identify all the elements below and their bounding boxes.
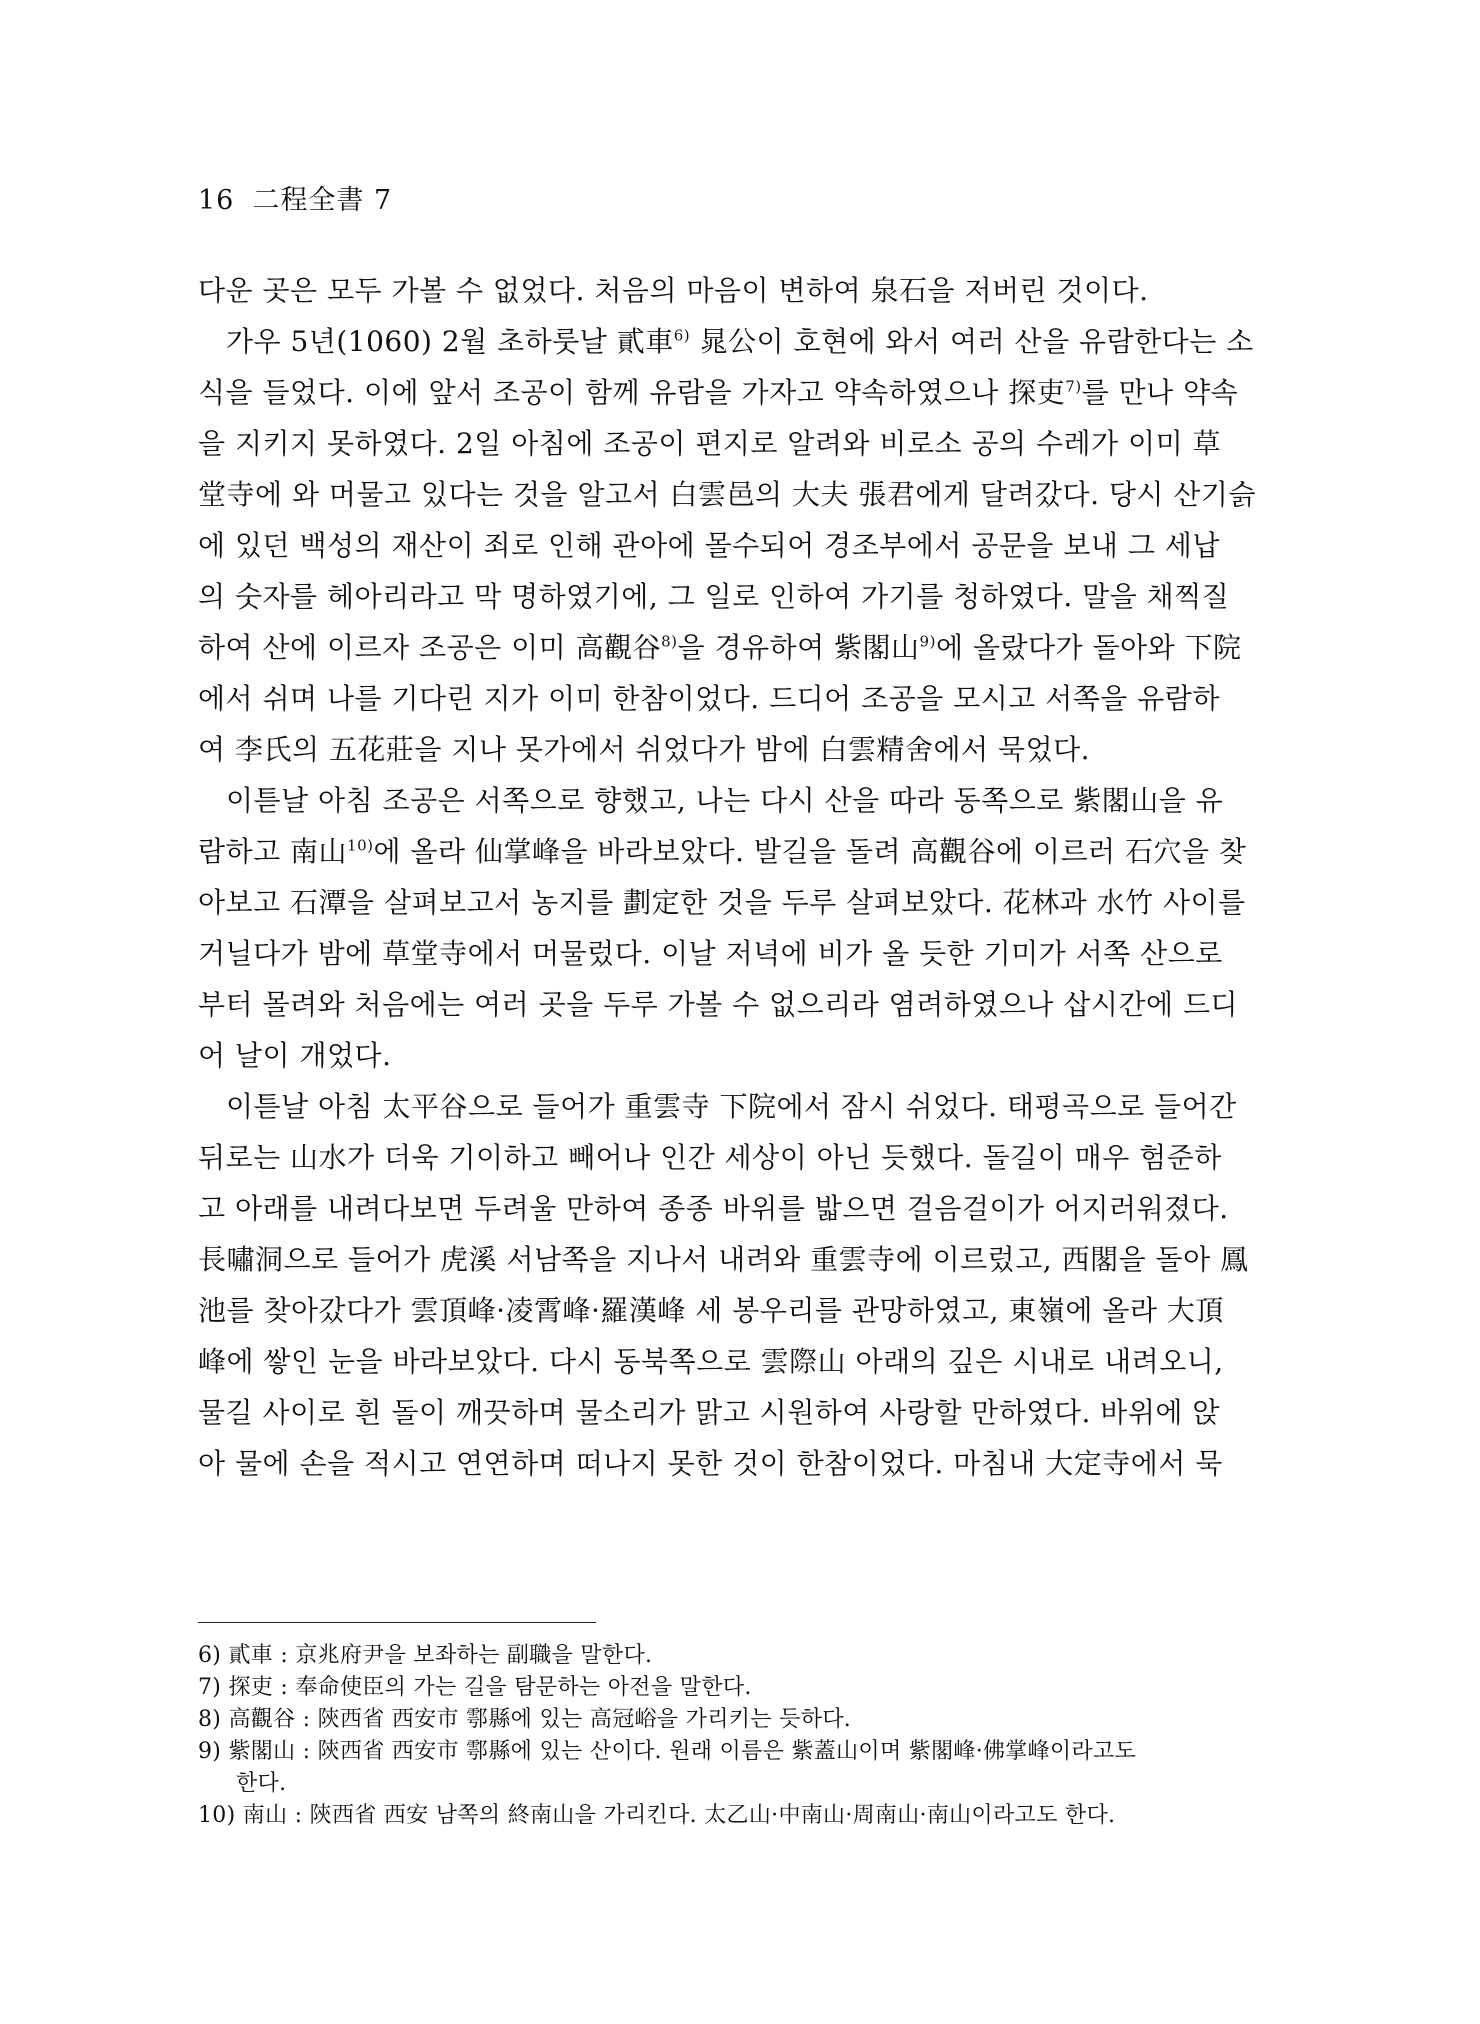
footnote: 한다. bbox=[236, 1771, 287, 1796]
footnotes bbox=[198, 1640, 1298, 1832]
footnote: 7) 探吏 : 奉命使臣의 가는 길을 탐문하는 아전을 말한다. bbox=[198, 1675, 752, 1700]
footnote: 10) 南山 : 陝西省 西安 남쪽의 終南山을 가리킨다. 太乙山·中南山·周南山·南山이라고도 한다. bbox=[198, 1803, 1116, 1828]
footnote: 6) 貳車 : 京兆府尹을 보좌하는 副職을 말한다. bbox=[198, 1643, 653, 1668]
body-text-segment: 하여 산에 이르자 조공은 이미 高觀谷 bbox=[198, 631, 662, 664]
footnote-divider bbox=[198, 1622, 596, 1623]
body-line: 堂寺에 와 머물고 있다는 것을 알고서 白雲邑의 大夫 張君에게 달려갔다. 당시 산기슭 bbox=[198, 478, 1257, 511]
body-line bbox=[198, 622, 1288, 673]
body-text-segment: 에 올라 仙掌峰을 바라보았다. 발길을 돌려 高觀谷에 이르러 石穴을 찾 bbox=[373, 835, 1247, 868]
body-text bbox=[198, 265, 1288, 1489]
body-line: 의 숫자를 헤아리라고 막 명하였기에, 그 일로 인하여 가기를 청하였다. 말을 채찍질 bbox=[198, 580, 1230, 613]
body-line bbox=[198, 316, 1288, 367]
footnote-ref: 9) bbox=[919, 632, 936, 651]
body-line bbox=[198, 826, 1288, 877]
body-line: 長嘯洞으로 들어가 虎溪 서남쪽을 지나서 내려와 重雲寺에 이르렀고, 西閣을 돌아 鳳 bbox=[198, 1243, 1249, 1276]
page-number: 16 bbox=[198, 185, 235, 216]
body-text-segment: 을 경유하여 紫閣山 bbox=[677, 631, 920, 664]
body-line: 다운 곳은 모두 가볼 수 없었다. 처음의 마음이 변하여 泉石을 저버린 것이다. bbox=[198, 274, 1149, 307]
body-text-segment: 에 올랐다가 돌아와 下院 bbox=[935, 631, 1242, 664]
body-line: 물길 사이로 흰 돌이 깨끗하며 물소리가 맑고 시원하여 사랑할 만하였다. 바위에 앉 bbox=[198, 1396, 1220, 1429]
body-line: 뒤로는 山水가 더욱 기이하고 빼어나 인간 세상이 아닌 듯했다. 돌길이 매우 험준하 bbox=[198, 1141, 1222, 1174]
body-line bbox=[198, 367, 1288, 418]
body-line: 에서 쉬며 나를 기다린 지가 이미 한참이었다. 드디어 조공을 모시고 서쪽을 유람하 bbox=[198, 682, 1220, 715]
footnote-ref: 7) bbox=[1065, 377, 1082, 396]
body-line: 어 날이 개었다. bbox=[198, 1039, 392, 1072]
footnote-ref: 10) bbox=[347, 836, 374, 855]
footnote-ref: 6) bbox=[673, 326, 691, 345]
body-line: 에 있던 백성의 재산이 죄로 인해 관아에 몰수되어 경조부에서 공문을 보내 그 세납 bbox=[198, 529, 1220, 562]
body-text-segment: 식을 들었다. 이에 앞서 조공이 함께 유람을 가자고 약속하였으나 探吏 bbox=[198, 376, 1066, 409]
running-head bbox=[198, 178, 392, 217]
body-line: 峰에 쌓인 눈을 바라보았다. 다시 동북쪽으로 雲際山 아래의 깊은 시내로 내려오니, bbox=[198, 1345, 1224, 1378]
body-line: 고 아래를 내려다보면 두려울 만하여 종종 바위를 밟으면 걸음걸이가 어지러워졌다. bbox=[198, 1192, 1229, 1225]
book-title: 二程全書 7 bbox=[252, 185, 393, 216]
footnote: 9) 紫閣山 : 陝西省 西安市 鄠縣에 있는 산이다. 원래 이름은 紫蓋山이며 紫閣峰·佛掌峰이라고도 bbox=[198, 1739, 1137, 1764]
body-line: 아보고 石潭을 살펴보고서 농지를 劃定한 것을 두루 살펴보았다. 花林과 水竹 사이를 bbox=[198, 886, 1246, 919]
body-text-segment: 람하고 南山 bbox=[198, 835, 348, 868]
body-text-segment: 를 만나 약속 bbox=[1081, 376, 1239, 409]
body-line: 여 李氏의 五花莊을 지나 못가에서 쉬었다가 밤에 白雲精舍에서 묵었다. bbox=[198, 733, 1091, 766]
body-text-segment: 晁公이 호현에 와서 여러 산을 유람한다는 소 bbox=[690, 325, 1254, 358]
body-text-segment: 가우 5년(1060) 2월 초하룻날 貳車 bbox=[226, 325, 674, 358]
body-line: 池를 찾아갔다가 雲頂峰·凌霄峰·羅漢峰 세 봉우리를 관망하였고, 東嶺에 올라 大頂 bbox=[198, 1294, 1224, 1327]
body-line: 을 지키지 못하였다. 2일 아침에 조공이 편지로 알려와 비로소 공의 수레가 이미 草 bbox=[198, 427, 1222, 460]
body-line: 부터 몰려와 처음에는 여러 곳을 두루 가볼 수 없으리라 염려하였으나 삽시간에 드디 bbox=[198, 988, 1239, 1021]
footnote: 8) 高觀谷 : 陝西省 西安市 鄠縣에 있는 高冠峪을 가리키는 듯하다. bbox=[198, 1707, 852, 1732]
body-line: 이튿날 아침 太平谷으로 들어가 重雲寺 下院에서 잠시 쉬었다. 태평곡으로 들어간 bbox=[226, 1090, 1237, 1123]
body-line: 아 물에 손을 적시고 연연하며 떠나지 못한 것이 한참이었다. 마침내 大定寺에서 묵 bbox=[198, 1447, 1223, 1480]
body-line: 이튿날 아침 조공은 서쪽으로 향했고, 나는 다시 산을 따라 동쪽으로 紫閣山을 유 bbox=[226, 784, 1224, 817]
body-line: 거닐다가 밤에 草堂寺에서 머물렀다. 이날 저녁에 비가 올 듯한 기미가 서쪽 산으로 bbox=[198, 937, 1223, 970]
footnote-ref: 8) bbox=[661, 632, 678, 651]
